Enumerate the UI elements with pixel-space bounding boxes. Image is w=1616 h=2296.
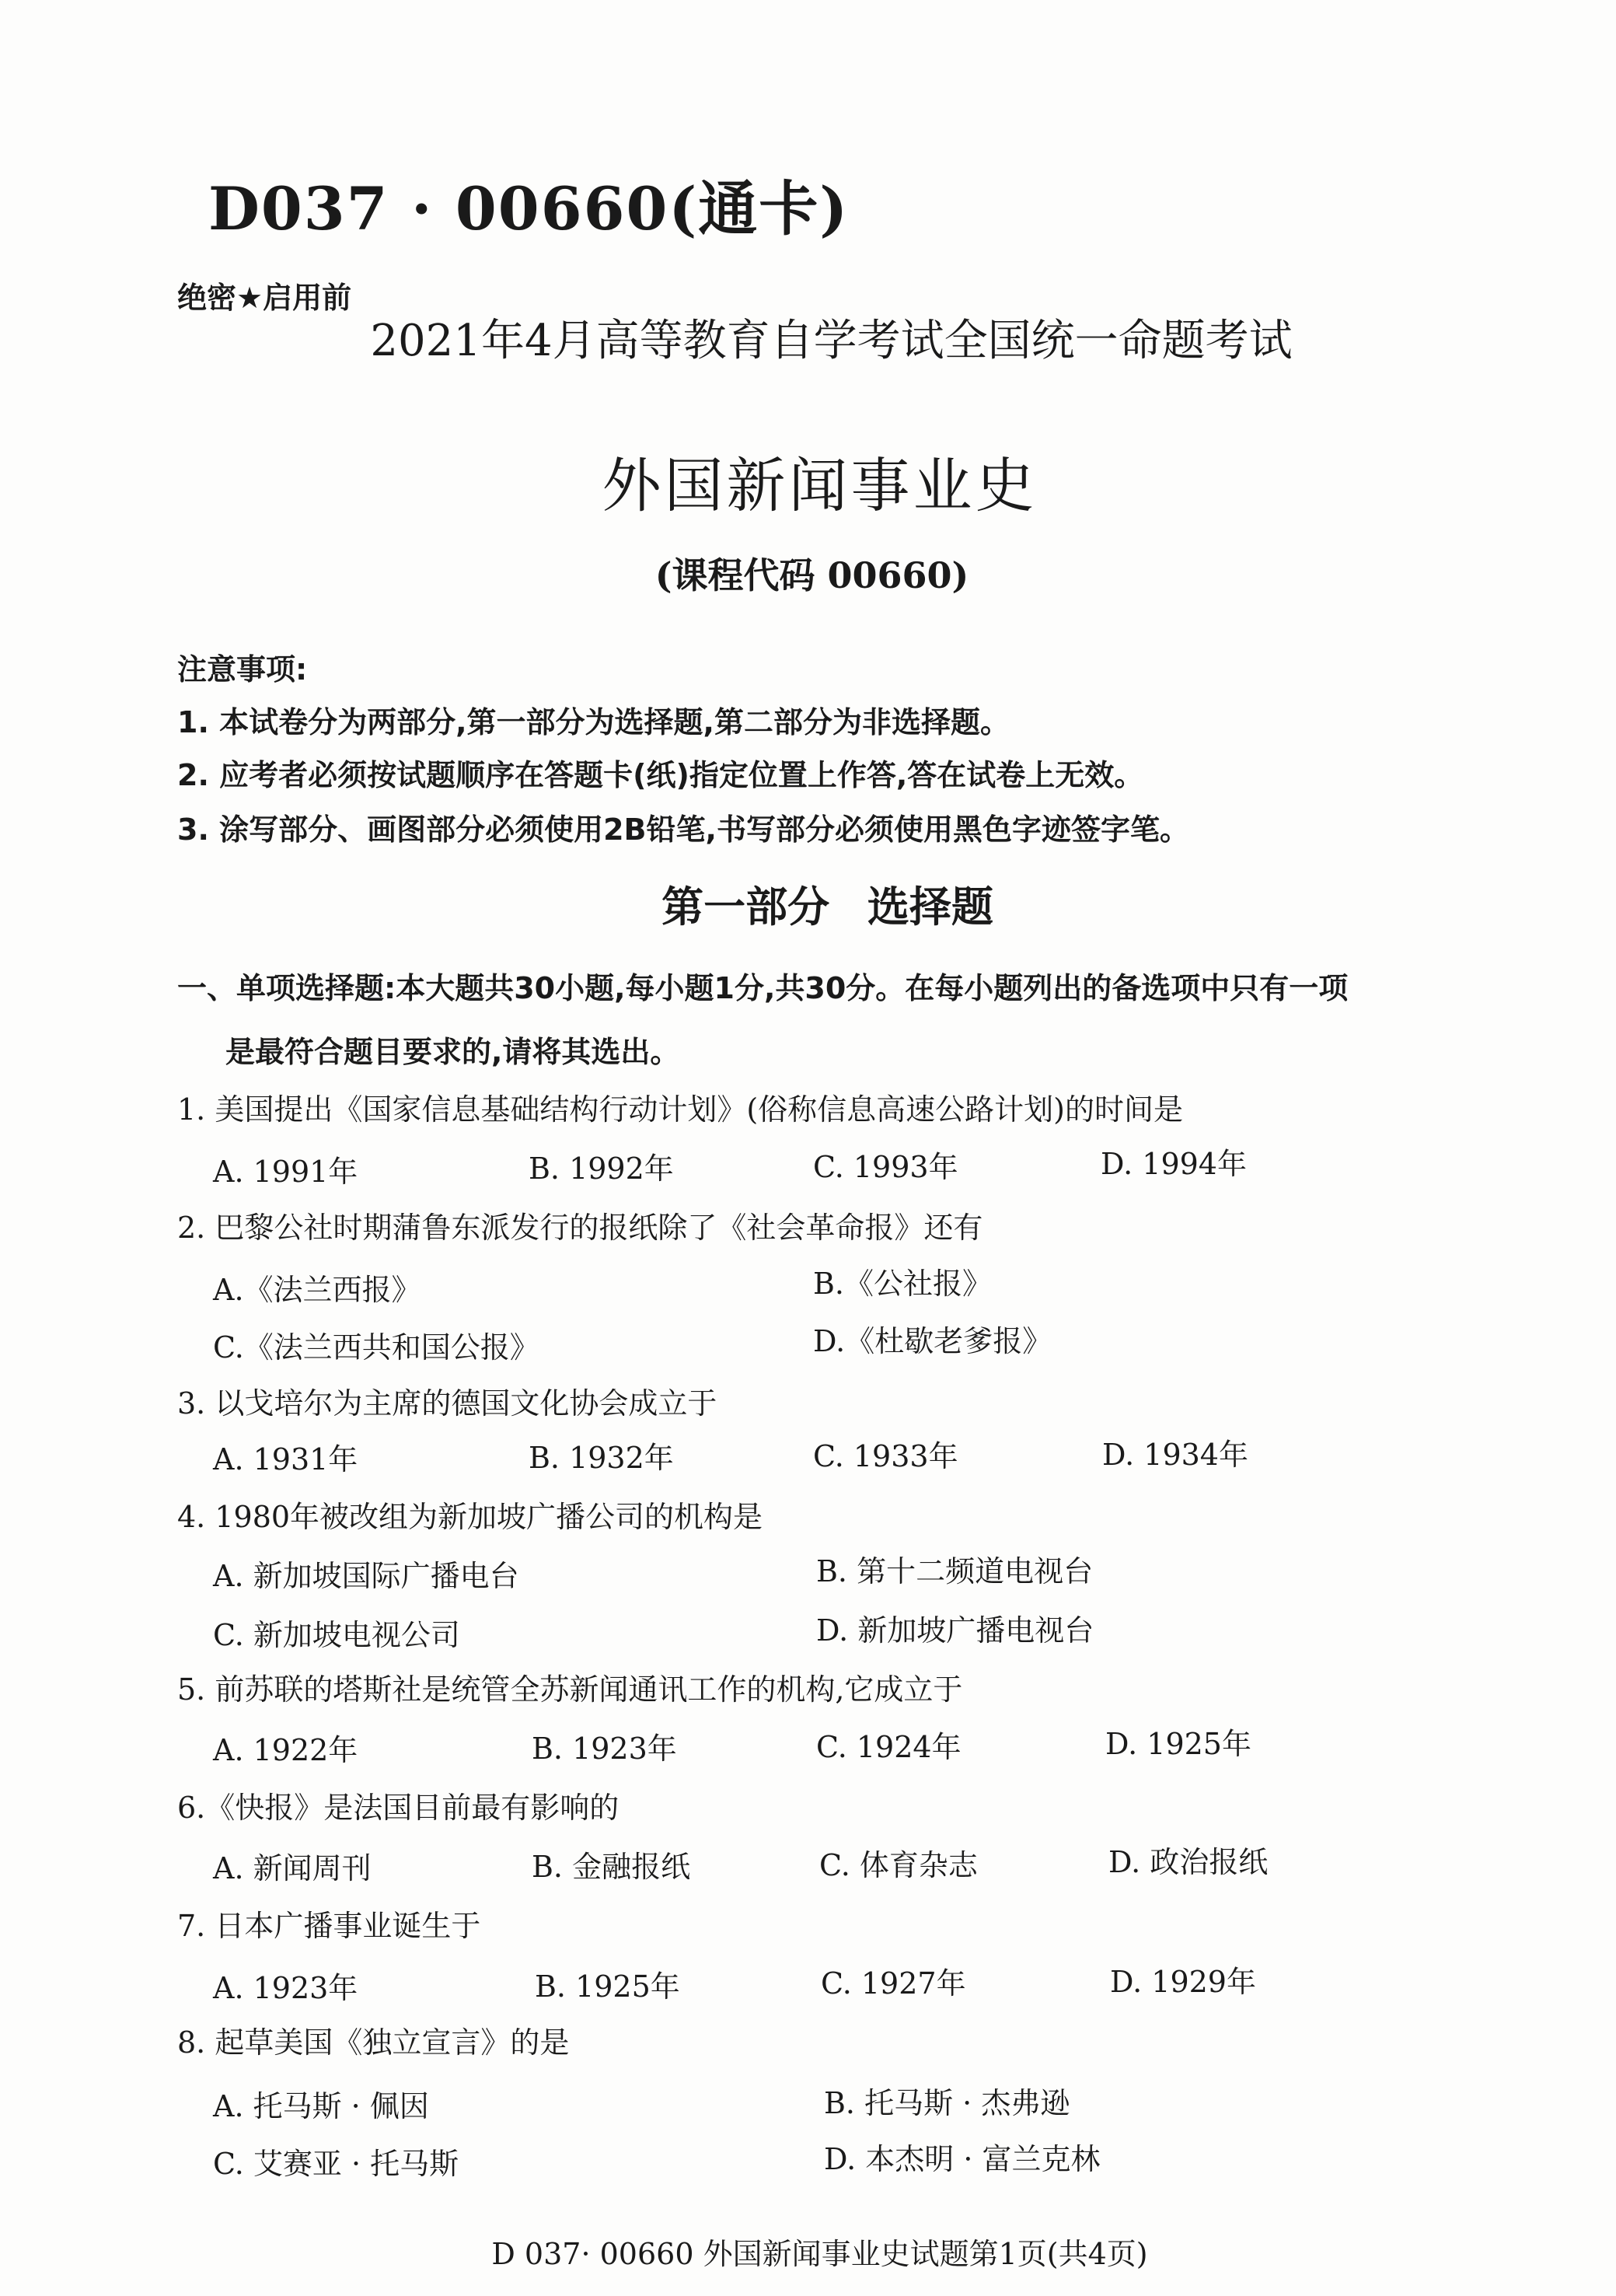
- question-3-option-d: D. 1934年: [1102, 1438, 1248, 1472]
- question-2-option-d: D.《杜歇老爹报》: [813, 1324, 1052, 1358]
- question-2-option-b: B.《公社报》: [813, 1267, 993, 1301]
- question-2-stem: 2. 巴黎公社时期蒲鲁东派发行的报纸除了《社会革命报》还有: [177, 1211, 983, 1245]
- note-item: 2. 应考者必须按试题顺序在答题卡(纸)指定位置上作答,答在试卷上无效。: [177, 758, 1144, 792]
- question-2-option-a: A.《法兰西报》: [213, 1273, 421, 1307]
- question-3-stem: 3. 以戈培尔为主席的德国文化协会成立于: [177, 1386, 717, 1421]
- question-7-stem: 7. 日本广播事业诞生于: [177, 1909, 481, 1943]
- question-4-option-c: C. 新加坡电视公司: [213, 1618, 460, 1652]
- question-2-option-c: C.《法兰西共和国公报》: [213, 1330, 539, 1365]
- question-8-stem: 8. 起草美国《独立宣言》的是: [177, 2025, 570, 2060]
- question-5-stem: 5. 前苏联的塔斯社是统管全苏新闻通讯工作的机构,它成立于: [177, 1672, 963, 1707]
- notes-heading: 注意事项:: [177, 652, 308, 687]
- question-6-option-a: A. 新闻周刊: [213, 1851, 372, 1885]
- question-1-option-a: A. 1991年: [213, 1155, 358, 1189]
- question-1-option-d: D. 1994年: [1101, 1147, 1247, 1181]
- note-item: 3. 涂写部分、画图部分必须使用2B铅笔,书写部分必须使用黑色字迹签字笔。: [177, 813, 1189, 847]
- question-4-stem: 4. 1980年被改组为新加坡广播公司的机构是: [177, 1500, 763, 1534]
- subject-title: 外国新闻事业史: [602, 451, 1038, 520]
- section-instruction: 一、单项选择题:本大题共30小题,每小题1分,共30分。在每小题列出的备选项中只有一项: [177, 971, 1349, 1005]
- question-8-option-b: B. 托马斯 · 杰弗逊: [824, 2086, 1070, 2120]
- question-4-option-d: D. 新加坡广播电视台: [816, 1613, 1094, 1648]
- secret-label: 绝密★启用前: [177, 281, 352, 315]
- question-6-stem: 6.《快报》是法国目前最有影响的: [177, 1791, 620, 1825]
- question-5-option-a: A. 1922年: [213, 1733, 358, 1767]
- note-item: 1. 本试卷分为两部分,第一部分为选择题,第二部分为非选择题。: [177, 705, 1010, 739]
- part-one-heading: 第一部分 选择题: [661, 882, 993, 931]
- question-3-option-a: A. 1931年: [213, 1442, 358, 1476]
- question-7-option-b: B. 1925年: [535, 1969, 680, 2004]
- page-footer: D 037· 00660 外国新闻事业史试题第1页(共4页): [491, 2237, 1148, 2271]
- question-1-option-c: C. 1993年: [813, 1150, 958, 1184]
- question-8-option-a: A. 托马斯 · 佩因: [213, 2089, 429, 2123]
- question-6-option-b: B. 金融报纸: [532, 1850, 691, 1884]
- question-3-option-c: C. 1933年: [813, 1439, 958, 1473]
- question-5-option-d: D. 1925年: [1105, 1727, 1251, 1761]
- question-7-option-a: A. 1923年: [213, 1971, 358, 2005]
- question-8-option-d: D. 本杰明 · 富兰克林: [824, 2142, 1101, 2176]
- question-6-option-c: C. 体育杂志: [819, 1848, 978, 1882]
- question-6-option-d: D. 政治报纸: [1108, 1845, 1269, 1879]
- question-1-option-b: B. 1992年: [529, 1151, 674, 1186]
- exam-title: 2021年4月高等教育自学考试全国统一命题考试: [370, 316, 1293, 366]
- question-3-option-b: B. 1932年: [529, 1441, 674, 1475]
- question-8-option-c: C. 艾赛亚 · 托马斯: [213, 2147, 459, 2181]
- course-code: (课程代码 00660): [654, 554, 969, 596]
- question-4-option-a: A. 新加坡国际广播电台: [213, 1559, 519, 1593]
- question-4-option-b: B. 第十二频道电视台: [816, 1554, 1094, 1588]
- section-instruction-cont: 是最符合题目要求的,请将其选出。: [225, 1035, 680, 1069]
- question-7-option-c: C. 1927年: [821, 1966, 966, 2001]
- question-1-stem: 1. 美国提出《国家信息基础结构行动计划》(俗称信息高速公路计划)的时间是: [177, 1092, 1183, 1127]
- question-5-option-b: B. 1923年: [532, 1732, 677, 1766]
- exam-code: D037 · 00660(通卡): [208, 174, 850, 243]
- question-5-option-c: C. 1924年: [816, 1730, 962, 1764]
- question-7-option-d: D. 1929年: [1110, 1965, 1256, 1999]
